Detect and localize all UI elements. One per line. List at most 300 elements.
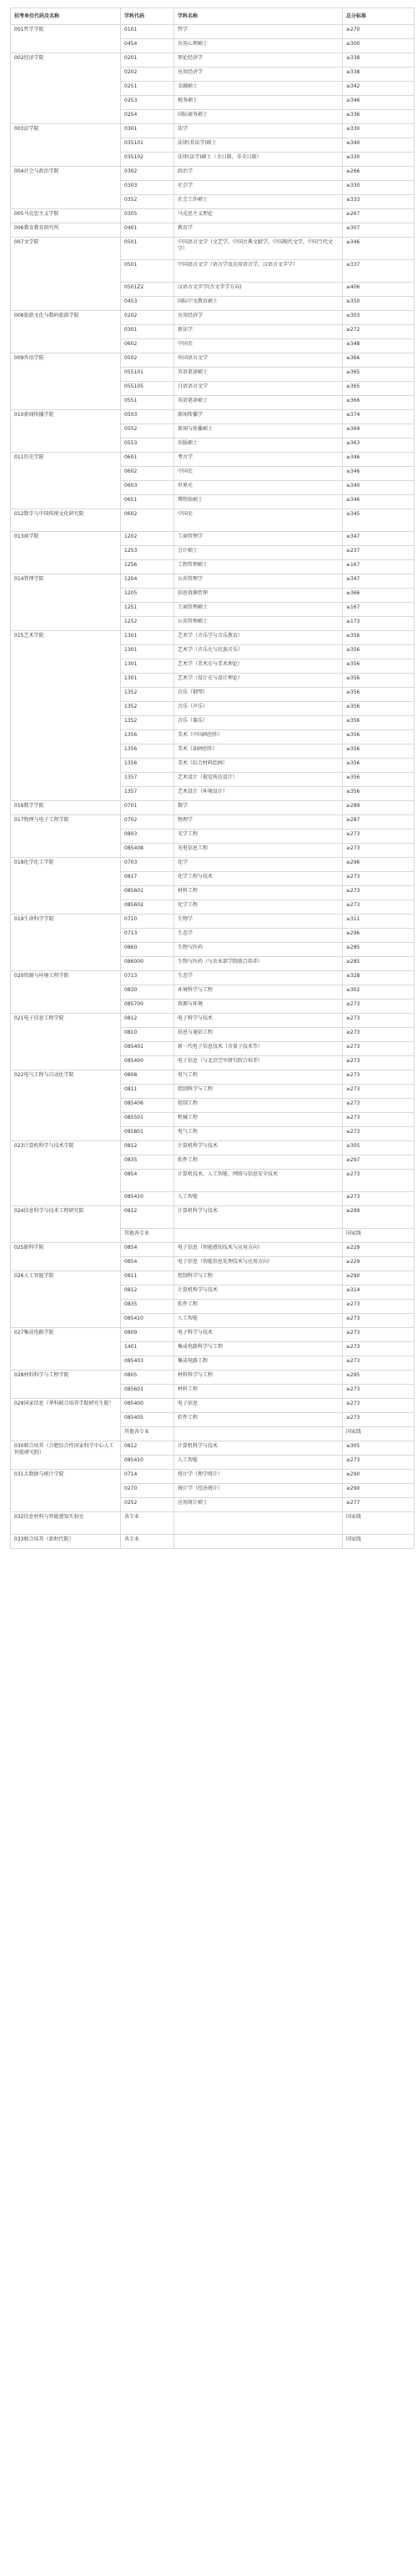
code-cell: 0812 (121, 1206, 174, 1229)
code-cell: 0303 (121, 181, 174, 195)
name-cell: 化学工程 (174, 900, 343, 915)
name-cell: 新法学 (174, 325, 343, 339)
name-cell: 工商管理硕士 (174, 603, 343, 617)
name-cell: 马克思主义理论 (174, 209, 343, 223)
table-row (11, 631, 414, 645)
name-cell: 音乐（钢琴） (174, 688, 343, 702)
code-cell: 0835 (121, 1155, 174, 1170)
name-cell: 税务硕士 (174, 96, 343, 110)
code-cell: 1401 (121, 1342, 174, 1356)
code-cell: 0808 (121, 1070, 174, 1085)
name-cell: 软件工程 (174, 1300, 343, 1314)
code-cell: 0812 (121, 1014, 174, 1028)
code-cell: 0202 (121, 68, 174, 82)
score-cell: ≥273 (343, 1385, 414, 1399)
code-cell: 0352 (121, 195, 174, 209)
code-cell: 0401 (121, 223, 174, 238)
dept-cell: 030联合培养（合肥综合性国家科学中心人工智能研究院） (11, 1441, 121, 1470)
code-cell: 0551 (121, 396, 174, 410)
score-cell: ≥346 (343, 238, 414, 260)
score-cell: ≥273 (343, 1300, 414, 1314)
dept-cell: 027集成电路学院 (11, 1328, 121, 1371)
name-cell: 信息与通信工程 (174, 1028, 343, 1042)
score-cell: ≥285 (343, 957, 414, 971)
score-cell: ≥356 (343, 688, 414, 702)
table-row (11, 53, 414, 68)
score-cell: ≥350 (343, 297, 414, 311)
col-header-code: 学科代码 (121, 8, 174, 25)
code-cell: 085406 (121, 1099, 174, 1113)
score-cell: ≥338 (343, 68, 414, 82)
score-cell: ≥333 (343, 195, 414, 209)
code-cell: 0501Z2 (121, 283, 174, 297)
table-row (11, 410, 414, 424)
score-cell: ≥406 (343, 283, 414, 297)
score-cell: ≥270 (343, 25, 414, 39)
score-cell: ≥330 (343, 181, 414, 195)
table-row (11, 971, 414, 985)
table-row (11, 1535, 414, 1549)
name-cell: 金融硕士 (174, 82, 343, 96)
name-cell: 资源与环境 (174, 1000, 343, 1014)
code-cell: 0817 (121, 872, 174, 886)
dept-cell: 024信息科学与技术工程研究院 (11, 1206, 121, 1243)
score-cell: ≥314 (343, 1285, 414, 1300)
name-cell: 考古学 (174, 453, 343, 467)
code-cell: 1301 (121, 631, 174, 645)
score-cell: ≥267 (343, 209, 414, 223)
table-row (11, 453, 414, 467)
score-table (10, 8, 414, 1549)
score-cell: ≥296 (343, 858, 414, 872)
score-cell: ≥330 (343, 124, 414, 138)
name-cell: 美术（综合材料绘画） (174, 759, 343, 773)
code-cell: 085408 (121, 844, 174, 858)
code-cell: 1251 (121, 603, 174, 617)
name-cell: 理论经济学 (174, 53, 343, 68)
dept-cell: 033联合培养（新时代院） (11, 1535, 121, 1549)
code-cell: 0713 (121, 971, 174, 985)
code-cell: 0651 (121, 495, 174, 509)
score-cell: ≥273 (343, 1356, 414, 1371)
dept-cell: 004社会与政治学院 (11, 167, 121, 209)
code-cell: 0305 (121, 209, 174, 223)
header-row (11, 8, 414, 25)
code-cell: 0860 (121, 943, 174, 957)
dept-cell: 020资源与环境工程学院 (11, 971, 121, 1014)
table-row (11, 238, 414, 260)
name-cell: 统计学（经济统计） (174, 1484, 343, 1498)
table-row (11, 1243, 414, 1257)
dept-cell: 018化学化工学院 (11, 858, 121, 915)
name-cell: 中国史 (174, 339, 343, 353)
code-cell: 0301 (121, 325, 174, 339)
code-cell: 0805 (121, 1371, 174, 1385)
name-cell: 音乐（器乐） (174, 716, 343, 730)
score-cell: ≥273 (343, 1328, 414, 1342)
score-cell: ≥356 (343, 645, 414, 659)
name-cell: 化学工程与技术 (174, 872, 343, 886)
score-cell: ≥273 (343, 1000, 414, 1014)
score-cell: ≥356 (343, 631, 414, 645)
score-cell: ≥273 (343, 872, 414, 886)
score-cell: ≥330 (343, 153, 414, 167)
code-cell: 0812 (121, 1141, 174, 1155)
score-cell: ≥273 (343, 1113, 414, 1127)
score-cell: ≥287 (343, 815, 414, 829)
name-cell: 新闻传播学 (174, 410, 343, 424)
dept-cell: 003法学院 (11, 124, 121, 167)
table-row (11, 1371, 414, 1385)
name-cell (174, 1427, 343, 1441)
name-cell: 计算机科学与技术 (174, 1141, 343, 1155)
code-cell: 0602 (121, 339, 174, 353)
name-cell: 电子信息 (174, 1399, 343, 1413)
code-cell: 085602 (121, 900, 174, 915)
score-cell: ≥356 (343, 702, 414, 716)
score-cell: ≥336 (343, 110, 414, 124)
code-cell: 085410 (121, 1456, 174, 1470)
code-cell: 1356 (121, 759, 174, 773)
code-cell: 0502 (121, 353, 174, 368)
code-cell: 0710 (121, 915, 174, 929)
score-cell: ≥273 (343, 844, 414, 858)
code-cell: 0812 (121, 1441, 174, 1456)
code-cell: 0812 (121, 1285, 174, 1300)
dept-cell: 010新闻传播学院 (11, 410, 121, 453)
name-cell: 生态学 (174, 971, 343, 985)
code-cell: 0701 (121, 801, 174, 815)
code-cell: 085410 (121, 1192, 174, 1206)
code-cell: 085801 (121, 1127, 174, 1141)
code-cell: 086000 (121, 957, 174, 971)
name-cell: 应用经济学 (174, 68, 343, 82)
name-cell: 材料科学与工程 (174, 1371, 343, 1385)
code-cell: 0501 (121, 260, 174, 283)
code-cell: 0270 (121, 1484, 174, 1498)
dept-cell: 022电气工程与自动化学院 (11, 1070, 121, 1141)
code-cell: 其他各专业 (121, 1427, 174, 1441)
score-cell: ≥273 (343, 1413, 414, 1427)
code-cell: 0453 (121, 297, 174, 311)
score-cell: ≥356 (343, 730, 414, 744)
code-cell: 085401 (121, 1042, 174, 1056)
col-header-dept: 招考单位代码及名称 (11, 8, 121, 25)
score-cell: ≥302 (343, 985, 414, 1000)
score-cell: ≥273 (343, 1456, 414, 1470)
name-cell: 物理学 (174, 815, 343, 829)
code-cell: 0301 (121, 124, 174, 138)
code-cell: 各专业 (121, 1535, 174, 1549)
name-cell: 软件工程 (174, 1155, 343, 1170)
code-cell: 0803 (121, 829, 174, 844)
name-cell: 艺术学（音乐学与音乐教育） (174, 631, 343, 645)
score-cell: ≥356 (343, 744, 414, 759)
name-cell: 艺术学（音乐史与民族音乐） (174, 645, 343, 659)
code-cell: 1301 (121, 674, 174, 688)
score-cell: ≥338 (343, 53, 414, 68)
score-cell: ≥277 (343, 1498, 414, 1512)
code-cell: 1357 (121, 773, 174, 787)
score-cell: ≥285 (343, 943, 414, 957)
score-cell: ≥337 (343, 260, 414, 283)
code-cell: 0714 (121, 1470, 174, 1484)
dept-cell: 019生命科学学院 (11, 915, 121, 971)
name-cell: 生物与医药（与农业部学院联合培养） (174, 957, 343, 971)
code-cell: 1357 (121, 787, 174, 801)
score-cell: ≥328 (343, 971, 414, 985)
name-cell: 计算机科学与技术 (174, 1285, 343, 1300)
admission-score-sheet (10, 8, 414, 1549)
score-cell: ≥365 (343, 382, 414, 396)
name-cell: 数学 (174, 801, 343, 815)
name-cell: 艺术设计（视觉传达设计） (174, 773, 343, 787)
name-cell: 国际中文教育硕士 (174, 297, 343, 311)
score-cell: ≥229 (343, 1257, 414, 1271)
score-cell: ≥346 (343, 495, 414, 509)
score-cell: ≥366 (343, 589, 414, 603)
score-cell: ≥273 (343, 1192, 414, 1206)
table-row (11, 1328, 414, 1342)
score-cell: ≥348 (343, 339, 414, 353)
code-cell: 0201 (121, 53, 174, 68)
name-cell: 哲学 (174, 25, 343, 39)
name-cell (174, 1512, 343, 1535)
code-cell: 0553 (121, 439, 174, 453)
name-cell: 汉语言文字学(古文字学方向) (174, 283, 343, 297)
code-cell: 0602 (121, 509, 174, 532)
code-cell: 1204 (121, 574, 174, 589)
score-cell: ≥303 (343, 311, 414, 325)
code-cell: 0854 (121, 1243, 174, 1257)
name-cell: 生物与医药 (174, 943, 343, 957)
score-cell: ≥356 (343, 674, 414, 688)
code-cell: 0601 (121, 453, 174, 467)
score-cell: ≥273 (343, 1028, 414, 1042)
code-cell: 0602 (121, 467, 174, 481)
name-cell: 新一代电子信息技术（含量子技术等） (174, 1042, 343, 1056)
name-cell: 博物馆硕士 (174, 495, 343, 509)
name-cell: 光电信息工程 (174, 844, 343, 858)
code-cell: 1301 (121, 659, 174, 674)
code-cell: 1301 (121, 645, 174, 659)
name-cell: 中国史 (174, 509, 343, 532)
code-cell: 0501 (121, 238, 174, 260)
code-cell: 055101 (121, 368, 174, 382)
score-cell: ≥356 (343, 759, 414, 773)
code-cell: 085501 (121, 1113, 174, 1127)
name-cell: 控制科学与工程 (174, 1271, 343, 1285)
code-cell: 1253 (121, 546, 174, 560)
dept-cell: 002经济学院 (11, 53, 121, 124)
code-cell: 0302 (121, 167, 174, 181)
col-header-name: 学科名称 (174, 8, 343, 25)
name-cell: 软件工程 (174, 1413, 343, 1427)
table-row (11, 1070, 414, 1085)
name-cell: 政治学 (174, 167, 343, 181)
score-cell: ≥237 (343, 546, 414, 560)
score-cell: 国家线 (343, 1535, 414, 1549)
name-cell: 机械工程 (174, 1113, 343, 1127)
score-cell: ≥273 (343, 1056, 414, 1070)
name-cell: 人工智能 (174, 1314, 343, 1328)
score-cell: ≥273 (343, 1314, 414, 1328)
dept-cell: 011历史学院 (11, 453, 121, 509)
score-cell: ≥307 (343, 223, 414, 238)
code-cell: 0703 (121, 858, 174, 872)
code-cell: 0202 (121, 311, 174, 325)
name-cell: 会计硕士 (174, 546, 343, 560)
score-cell: ≥363 (343, 439, 414, 453)
table-row (11, 1470, 414, 1484)
score-cell: ≥340 (343, 138, 414, 153)
score-cell: ≥273 (343, 886, 414, 900)
score-cell: ≥229 (343, 1243, 414, 1257)
code-cell: 0252 (121, 1498, 174, 1512)
code-cell: 0603 (121, 481, 174, 495)
name-cell: 控制科学与工程 (174, 1085, 343, 1099)
dept-cell: 023计算机科学与技术学院 (11, 1141, 121, 1206)
score-cell: ≥167 (343, 560, 414, 574)
score-cell: ≥273 (343, 1127, 414, 1141)
table-row (11, 801, 414, 815)
code-cell: 1356 (121, 744, 174, 759)
name-cell: 生态学 (174, 929, 343, 943)
score-cell: ≥346 (343, 453, 414, 467)
name-cell: 日语语言文学 (174, 382, 343, 396)
dept-cell: 032信息材料与智能感知实验室 (11, 1512, 121, 1535)
code-cell: 055105 (121, 382, 174, 396)
code-cell: 0811 (121, 1085, 174, 1099)
table-row (11, 574, 414, 589)
name-cell: 社会工作硕士 (174, 195, 343, 209)
name-cell: 电子信息（智能信息处理技术与应用方向） (174, 1257, 343, 1271)
code-cell: 085403 (121, 1356, 174, 1371)
code-cell: 0552 (121, 424, 174, 439)
code-cell: 0454 (121, 39, 174, 53)
name-cell: 应用心理硕士 (174, 39, 343, 53)
name-cell: 材料工程 (174, 886, 343, 900)
score-cell: ≥273 (343, 900, 414, 915)
score-cell: ≥273 (343, 1342, 414, 1356)
score-cell: ≥299 (343, 1206, 414, 1229)
code-cell: 0702 (121, 815, 174, 829)
dept-cell: 013商学院 (11, 532, 121, 574)
name-cell: 材料工程 (174, 1385, 343, 1399)
score-cell: ≥300 (343, 39, 414, 53)
name-cell: 艺术学（美术史与美术理论） (174, 659, 343, 674)
score-cell: ≥273 (343, 1085, 414, 1099)
code-cell: 1352 (121, 688, 174, 702)
score-cell: ≥273 (343, 829, 414, 844)
code-cell: 1352 (121, 702, 174, 716)
col-header-score: 总分标准 (343, 8, 414, 25)
table-row (11, 1271, 414, 1285)
name-cell: 美术（油画创作） (174, 744, 343, 759)
code-cell: 085700 (121, 1000, 174, 1014)
score-cell: ≥290 (343, 1484, 414, 1498)
score-cell: ≥273 (343, 1399, 414, 1413)
name-cell: 化学 (174, 858, 343, 872)
table-row (11, 858, 414, 872)
score-cell: ≥305 (343, 1141, 414, 1155)
name-cell: 法学 (174, 124, 343, 138)
name-cell: 电子科学与技术 (174, 1328, 343, 1342)
name-cell: 美术（中国画创作） (174, 730, 343, 744)
score-cell: ≥296 (343, 929, 414, 943)
code-cell: 0101 (121, 25, 174, 39)
code-cell: 1356 (121, 730, 174, 744)
code-cell: 0830 (121, 985, 174, 1000)
score-cell: ≥356 (343, 716, 414, 730)
dept-cell: 001哲学学院 (11, 25, 121, 53)
score-cell: 国家线 (343, 1229, 414, 1243)
name-cell: 教育学 (174, 223, 343, 238)
name-cell (174, 1535, 343, 1549)
score-cell: ≥273 (343, 1070, 414, 1085)
dept-cell: 009外语学院 (11, 353, 121, 410)
score-cell: ≥290 (343, 1271, 414, 1285)
name-cell: 人工智能 (174, 1192, 343, 1206)
name-cell: 计算机科学与技术 (174, 1206, 343, 1229)
score-cell: ≥290 (343, 1470, 414, 1484)
name-cell: 工商管理学 (174, 532, 343, 546)
score-cell: 国家线 (343, 1512, 414, 1535)
name-cell: 音乐（声乐） (174, 702, 343, 716)
dept-cell: 031大数据与统计学院 (11, 1470, 121, 1512)
name-cell: 国际商务硕士 (174, 110, 343, 124)
dept-cell: 015艺术学院 (11, 631, 121, 801)
score-cell: 国家线 (343, 1427, 414, 1441)
name-cell: 中国史 (174, 467, 343, 481)
table-row (11, 209, 414, 223)
table-row (11, 815, 414, 829)
dept-cell: 007文学院 (11, 238, 121, 311)
name-cell: 应用统计硕士 (174, 1498, 343, 1512)
score-cell: ≥366 (343, 396, 414, 410)
name-cell: 公共管理硕士 (174, 617, 343, 631)
name-cell: 信息资源管理 (174, 589, 343, 603)
name-cell: 社会学 (174, 181, 343, 195)
name-cell: 外国语言文学 (174, 353, 343, 368)
name-cell: 计算机科学与技术 (174, 1441, 343, 1456)
dept-cell: 014管理学院 (11, 574, 121, 631)
score-cell: ≥340 (343, 481, 414, 495)
score-cell: ≥356 (343, 787, 414, 801)
name-cell: 集成电路科学与工程 (174, 1342, 343, 1356)
name-cell: 艺术学（设计史与设计理论） (174, 674, 343, 688)
code-cell: 1205 (121, 589, 174, 603)
table-row (11, 124, 414, 138)
name-cell: 电子信息（与北京空军研究院合培养） (174, 1056, 343, 1070)
code-cell: 0811 (121, 1271, 174, 1285)
code-cell: 0253 (121, 96, 174, 110)
name-cell: 控制工程 (174, 1099, 343, 1113)
table-row (11, 1441, 414, 1456)
code-cell: 0835 (121, 1300, 174, 1314)
name-cell: 计算机技术，人工智能，网络与信息安全技术 (174, 1170, 343, 1192)
table-body (11, 25, 414, 1549)
name-cell: 电气工程 (174, 1070, 343, 1085)
code-cell: 各专业 (121, 1512, 174, 1535)
name-cell: 电子信息（智能感知技术与应用方向） (174, 1243, 343, 1257)
name-cell: 英语笔译硕士 (174, 396, 343, 410)
code-cell: 0713 (121, 929, 174, 943)
code-cell: 085400 (121, 1056, 174, 1070)
score-cell: ≥365 (343, 368, 414, 382)
name-cell: 光学工程 (174, 829, 343, 844)
code-cell: 085410 (121, 1314, 174, 1328)
